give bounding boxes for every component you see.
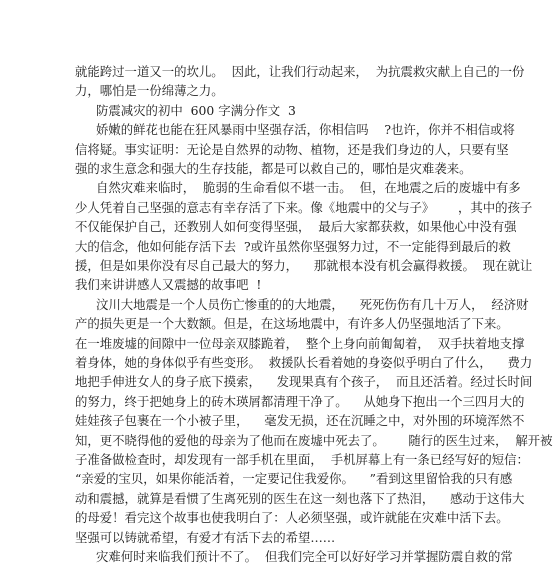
text-line: 在一堆废墟的间隙中一位母亲双膝跪着， 整个上身向前匍匐着， 双手扶着地支撑 (75, 335, 525, 351)
text-line: 子准备做检查时，却发现有一部手机在里面， 手机屏幕上有一条已经写好的短信： (75, 452, 529, 467)
text-line: 自然灾难来临时， 脆弱的生命看似不堪一击。 但，在地震之后的废墟中有多 (96, 180, 521, 196)
text-line: “亲爱的宝贝，如果你能活着，一定要记住我爱你。 ”看到这里留恰我的只有感 (75, 471, 513, 487)
text-line: 的母爱！看完这个故事也使我明白了：人必须坚强，或许就能在灾难中活下去。 (75, 510, 509, 526)
text-line: 动和震撼，就算是看惯了生离死别的医生在这一刻也落下了热泪， 感动于这伟大 (75, 490, 525, 506)
text-line: 娇嫩的鲜花也能在狂风暴雨中坚强存活，你相信吗 ?也许，你并不相信或将 (96, 122, 515, 138)
text-line: 坚强可以铸就希望，有爱才有活下去的希望…… (75, 529, 336, 545)
text-line: 我们来讲讲感人又震撼的故事吧 ! (75, 277, 262, 293)
text-line: 力，哪怕是一份绵薄之力。 (75, 83, 224, 99)
text-line: 援，但是如果你没有尽自己最大的努力， 那就根本没有机会赢得救援。 现在就让 (75, 258, 533, 273)
text-line: 知，更不晓得他的爱他的母亲为了他而在废墟中死去了。 随行的医生过来， 解开被 (75, 432, 553, 448)
text-line: 汶川大地震是一个人员伤亡惨重的的大地震， 死死伤伤有几十万人， 经济财 (96, 296, 529, 312)
text-line: 信将疑。事实证明：无论是自然界的动物、植物，还是我们身边的人，只要有坚 (75, 141, 509, 157)
text-line: 娃娃孩子包裹在一个小被子里， 毫发无损，还在沉睡之中，对外围的环境浑然不 (75, 413, 525, 429)
text-line: 大的信念，他如何能存活下去 ?或许虽然你坚强努力过，不一定能得到最后的救 (75, 238, 511, 254)
text-line: 的努力，终于把她身上的砖木瑛屑都清理干净了。 从她身下抱出一个三四月大的 (75, 393, 525, 409)
text-line: 强的求生意念和强大的生存技能，都是可以救自己的，哪怕是灾难袭来。 (75, 161, 472, 176)
section-title: 防震减灾的初中 600 字满分作文 3 (96, 102, 296, 118)
text-line: 灾难何时来临我们预计不了。 但我们完全可以好好学习并掌握防震自救的常 (96, 549, 513, 564)
text-line: 少人凭着自己坚强的意志有幸存活了下来。像《地震中的父与子》 ，其中的孩子 (75, 199, 533, 215)
text-line: 着身体，她的身体似乎有些变形。 救援队长看着她的身姿似乎明白了什么， 费力 (75, 355, 533, 370)
text-line: 就能跨过一道又一的坎儿。 因此，让我们行动起来， 为抗震救灾献上自己的一份 (75, 64, 525, 79)
text-line: 地把手伸进女人的身子底下摸索， 发现果真有个孩子， 而且还活着。经过长时间 (75, 374, 533, 390)
text-line: 产的损失更是一个大数额。但是，在这场地震中，有许多人仍坚强地活了下来。 (75, 316, 509, 332)
text-line: 不仅能保护自己，还教别人如何变得坚强， 最后大家都获救，如果他心中没有强 (75, 219, 517, 235)
